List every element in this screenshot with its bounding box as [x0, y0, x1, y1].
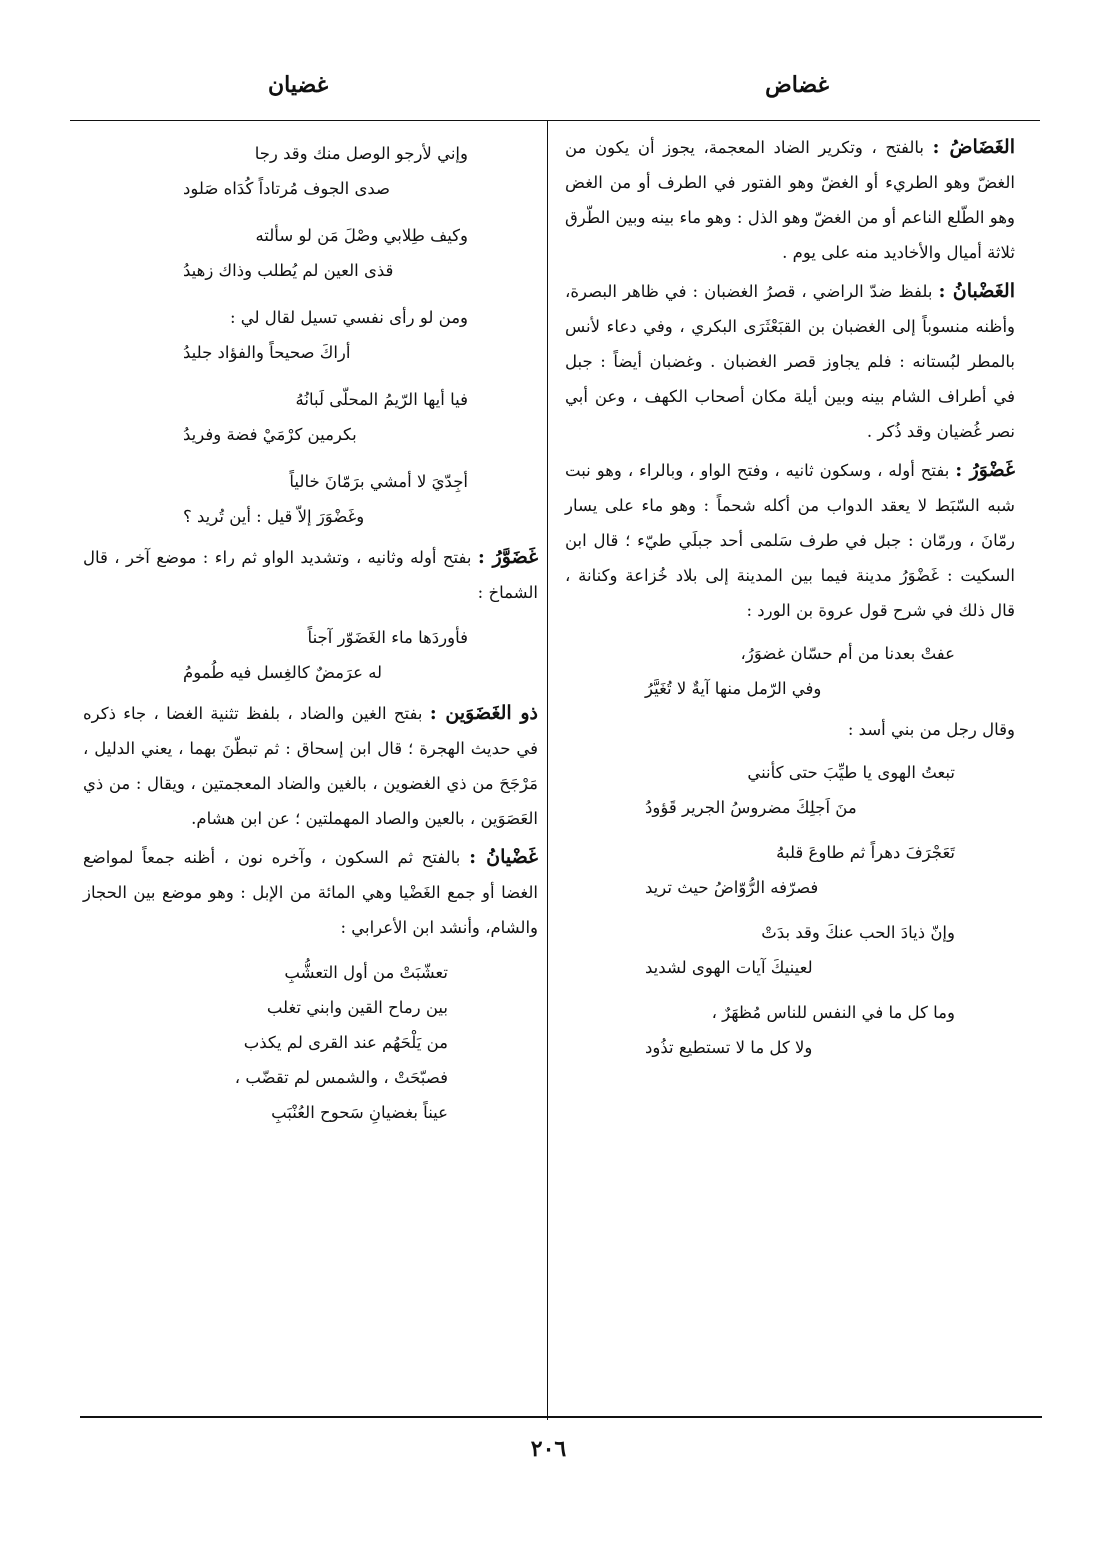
entry-text: بالفتح ثم السكون ، وآخره نون ، أظنه جمعاً لمواضع الغضا أو جمع الغَضْيا وهي المائة من الإبل : وهو موضع بين الحجاز والشام، وأنشد ابن الأعرابي :	[83, 848, 538, 937]
verse-line: أراكَ صحيحاً والفؤاد جليدُ	[183, 343, 351, 362]
poem-couplet	[83, 130, 538, 212]
left-column	[83, 130, 538, 1136]
poem-couplet	[83, 614, 538, 696]
poem-couplet	[83, 458, 538, 540]
verse-line: لعينيكَ آيات الهوى لشديد	[645, 958, 813, 977]
verse-line: عفتْ بعدنا من أم حسّان غضوَرُ،	[740, 644, 955, 663]
running-header-right: غضاض	[765, 72, 829, 98]
poem-intro: وقال رجل من بني أسد :	[847, 720, 1015, 739]
verse-line: صدى الجوف مُرتاداً كُدَاه صَلود	[183, 179, 391, 198]
entry-ghadwar	[565, 453, 1015, 628]
verse-line: وما كل ما في النفس للناس مُظهَرٌ ،	[711, 1003, 955, 1022]
verse-line: أجِدّيَ لا أمشي برَمّانَ خالياً	[289, 472, 468, 491]
verse-line: بين رماح القين وابني تغلب	[266, 998, 448, 1017]
verse-line: وإني لأرجو الوصل منك وقد رجا	[254, 144, 468, 163]
verse-line: عيناً بغضيانِ سَحوح العُنْبَبِ	[271, 1103, 448, 1122]
poem-couplet	[83, 212, 538, 294]
entry-ghadad	[565, 130, 1015, 270]
verse-line: قذى العين لم يُطلب وذاك زهيدُ	[183, 261, 394, 280]
verse-line: تَعَجْرَفَ دهراً ثم طاوعَ قلبهُ	[776, 843, 955, 862]
entry-text: بالفتح ، وتكرير الضاد المعجمة، يجوز أن يكون من الغضّ وهو الطريء أو الغضّ وهو الفتور في الطرف أو من الغض وهو الطّلع الناعم أو من الغضّ وهو الذل : وهو ماء بينه وبين الطّرق ثلاثة أميال والأخاديد منه على يوم .	[565, 138, 1015, 262]
entry-ghadyan	[83, 840, 538, 945]
poem-couplet	[565, 911, 1015, 991]
verse-line: فيا أيها الرّيمُ المحلّى لَبانُهُ	[295, 390, 468, 409]
verse-line: منَ اَجلِكَ مضروسُ الجرير قَؤودُ	[645, 798, 857, 817]
poem-couplet	[565, 751, 1015, 831]
right-column	[565, 130, 1015, 1071]
poem-couplet	[565, 991, 1015, 1071]
verse-line: تبعتُ الهوى يا طيِّبَ حتى كأنني	[747, 763, 955, 782]
poem-couplet	[83, 376, 538, 458]
verse-line: وفي الرّمل منها آيةٌ لا تُغَيَّرُ	[645, 679, 822, 698]
headword: الغَضْبانُ :	[938, 280, 1015, 302]
verse-line: وإنّ ذيادَ الحب عنكَ وقد بدَتْ	[761, 923, 955, 942]
verse-line: من يَلْحَهُم عند القرى لم يكذب	[243, 1033, 448, 1052]
verse-line: فصبّحَتْ ، والشمس لم تقضّب ،	[234, 1068, 448, 1087]
entry-text: بفتح أوله وثانيه ، وتشديد الواو ثم راء : موضع آخر ، قال الشماخ :	[83, 548, 538, 602]
verse-line: وغَضْوَرَ إلاّ قيل : أين تُريد ؟	[183, 507, 365, 526]
headword: غَضْيانُ :	[469, 846, 538, 868]
verse-line: ومن لو رأى نفسي تسيل لقال لي :	[229, 308, 468, 327]
verse-line: فأوردَها ماء الغَضَوّر آجناً	[307, 628, 468, 647]
verse-line: بكرمين كرْمَيْ فضة وفريدُ	[183, 425, 357, 444]
bottom-divider	[80, 1416, 1042, 1418]
entry-text: بفتح الغين والضاد ، بلفظ تثنية الغضا ، جاء ذكره في حديث الهجرة ؛ قال ابن إسحاق : ثم تبطّنَ بهما ، يعني الدليل ، مَرْجَحَ من ذي الغضوين ، بالغين والضاد المعجمتين ، ويقال : من ذي العَصَوَين ، بالعين والصاد المهملتين ؛ عن ابن هشام.	[83, 704, 538, 828]
rajaz-verse	[83, 949, 538, 1136]
verse-line: ولا كل ما لا تستطيع تذُود	[645, 1038, 813, 1057]
entry-dhu-al-ghadawayn	[83, 696, 538, 836]
top-divider	[70, 120, 1040, 121]
verse-line: وكيف طِلابي وصْلَ مَن لو سألته	[255, 226, 468, 245]
column-divider	[547, 120, 548, 1420]
poem-couplet	[565, 632, 1015, 712]
headword: الغَضَاضُ :	[932, 136, 1015, 158]
verse-line: فصرّفه الرُّوّاضُ حيث تريد	[645, 878, 819, 897]
poem-couplet	[565, 831, 1015, 911]
entry-ghadawwar	[83, 540, 538, 610]
verse-line: له عرَمضٌ كالغِسل فيه طُمومُ	[183, 663, 383, 682]
entry-text: بفتح أوله ، وسكون ثانيه ، وفتح الواو ، وبالراء ، وهو نبت شبه السّبَط لا يعقد الدواب من أكله شحماً : وهو ماء على يسار رمّانَ ، ورمّان : جبل في طرف سَلمى أحد جبلَي طيّء ؛ قال ابن السكيت : غَضْوَرُ مدينة فيما بين المدينة إلى بلاد خُزاعة وكنانة ، قال ذلك في شرح قول عروة بن الورد :	[565, 461, 1015, 620]
headword: غَضَوَّرُ :	[477, 546, 539, 568]
page-number: ٢٠٦	[530, 1436, 567, 1462]
entry-text: بلفظ ضدّ الراضي ، قصرُ الغضبان : في ظاهر البصرة، وأظنه منسوباً إلى الغضبان بن القبَعْثَرَى البكري ، وفي دعاء لأنس بالمطر لبُستانه : فلم يجاوز قصر الغضبان . وغضبان أيضاً : جبل في أطراف الشام بينه وبين أيلة مكان أصحاب الكهف ، وعن أبي نصر غُضيان وقد ذُكر .	[565, 282, 1015, 441]
verse-line: تعشّبَتْ من أول التعشُّبِ	[284, 963, 448, 982]
entry-ghadban	[565, 274, 1015, 449]
running-header-left: غضيان	[268, 72, 329, 98]
headword: غَضْوَرُ :	[955, 459, 1015, 481]
poem-couplet	[83, 294, 538, 376]
headword: ذو الغَضَوَين :	[429, 702, 538, 724]
